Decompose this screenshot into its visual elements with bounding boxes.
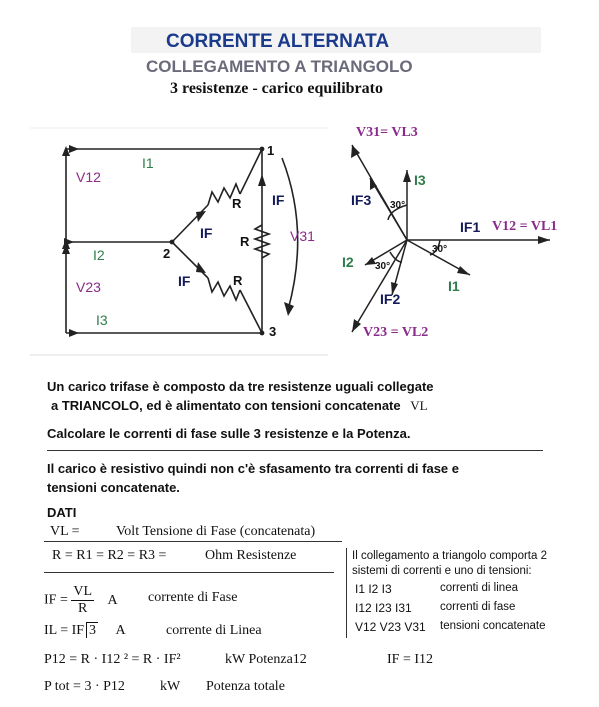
formula-if: IF = $\frac{VL}{R}$ A [44, 584, 118, 616]
fraction-vl-r: $\frac{VL}{R}$ [73, 584, 93, 616]
problem-line-1: Un carico trifase è composto da tre resistenze uguali collegate [47, 379, 434, 394]
side-note-row3-sym: V12 V23 V31 [355, 620, 426, 634]
phasor-angle-top: 30° [390, 200, 406, 211]
label-v31: V31 [290, 228, 315, 244]
formula-ptot: P tot = 3 · P12 [44, 679, 125, 694]
phasor-if2: IF2 [380, 291, 401, 307]
problem-line-4: Il carico è resistivo quindi non c'è sfasamento tra correnti di fase e [47, 461, 460, 476]
side-note-border [346, 548, 347, 638]
phasor-i1: I1 [448, 278, 460, 294]
phasor-if3: IF3 [351, 192, 372, 208]
phasor-angle-right: 30° [432, 244, 448, 255]
formula-ptot-unit: kW [160, 679, 181, 694]
phasor-i2: I2 [342, 254, 354, 270]
formula-ptot-desc: Potenza totale [206, 679, 285, 694]
side-note-row1-desc: correnti di linea [440, 582, 518, 594]
phasor-diagram [330, 120, 599, 360]
node-2: 2 [163, 246, 171, 261]
node-1: 1 [267, 143, 275, 158]
label-v23: V23 [76, 279, 101, 295]
formula-il-desc: corrente di Linea [166, 623, 262, 638]
side-note-line-1: Il collegamento a triangolo comporta 2 [352, 550, 547, 562]
page-title: CORRENTE ALTERNATA [166, 31, 390, 52]
side-note-row2-desc: correnti di fase [440, 601, 516, 613]
formula-p12: P12 = R · I12 ² = R · IF² [44, 652, 181, 667]
formula-if-eq: IF = I12 [387, 652, 434, 667]
node-3: 3 [269, 324, 277, 339]
phasor-i3: I3 [414, 172, 426, 188]
label-if-right: IF [272, 192, 285, 208]
label-r-bottom: R [233, 273, 243, 288]
delta-circuit-diagram [0, 0, 330, 370]
side-note-row1-sym: I1 I2 I3 [355, 582, 392, 596]
problem-line-2: a TRIANCOLO, ed è alimentato con tensioni concatenate VL [51, 398, 428, 413]
formula-il: IL = IF 3 A [44, 623, 126, 638]
dati-r-desc: Ohm Resistenze [205, 548, 297, 563]
phasor-angle-left: 30° [375, 261, 391, 272]
label-i2: I2 [93, 247, 105, 263]
formula-p12-unit: kW Potenza12 [225, 652, 307, 667]
phasor-v12: V12 = VL1 [492, 219, 558, 234]
label-vl: VL [410, 398, 428, 413]
problem-line-3: Calcolare le correnti di fase sulle 3 resistenze e la Potenza. [47, 426, 411, 441]
dati-heading: DATI [47, 505, 77, 520]
label-r-mid: R [240, 234, 250, 249]
divider-2 [44, 541, 342, 542]
page-caption: 3 resistenze - carico equilibrato [170, 80, 383, 97]
page-subtitle: COLLEGAMENTO A TRIANGOLO [146, 57, 413, 76]
dati-vl-desc: Volt Tensione di Fase (concatenata) [116, 524, 316, 539]
label-r-top: R [232, 196, 242, 211]
dati-vl: VL = [50, 524, 80, 539]
divider-3 [44, 572, 334, 573]
phasor-v23: V23 = VL2 [363, 325, 429, 340]
label-i3: I3 [96, 312, 108, 328]
divider-1 [47, 450, 543, 451]
problem-line-5: tensioni concatenate. [47, 480, 180, 495]
phasor-if1: IF1 [460, 219, 481, 235]
phasor-v31: V31= VL3 [356, 125, 418, 140]
label-if-mid: IF [200, 225, 213, 241]
label-v12: V12 [76, 169, 101, 185]
label-i1: I1 [142, 155, 154, 171]
side-note-row2-sym: I12 I23 I31 [355, 601, 412, 615]
label-if-bottom: IF [178, 273, 191, 289]
dati-r: R = R1 = R2 = R3 = [52, 548, 167, 563]
side-note-line-2: sistemi di correnti e uno di tensioni: [352, 565, 532, 577]
side-note-row3-desc: tensioni concatenate [440, 620, 546, 632]
formula-if-desc: corrente di Fase [148, 590, 238, 605]
